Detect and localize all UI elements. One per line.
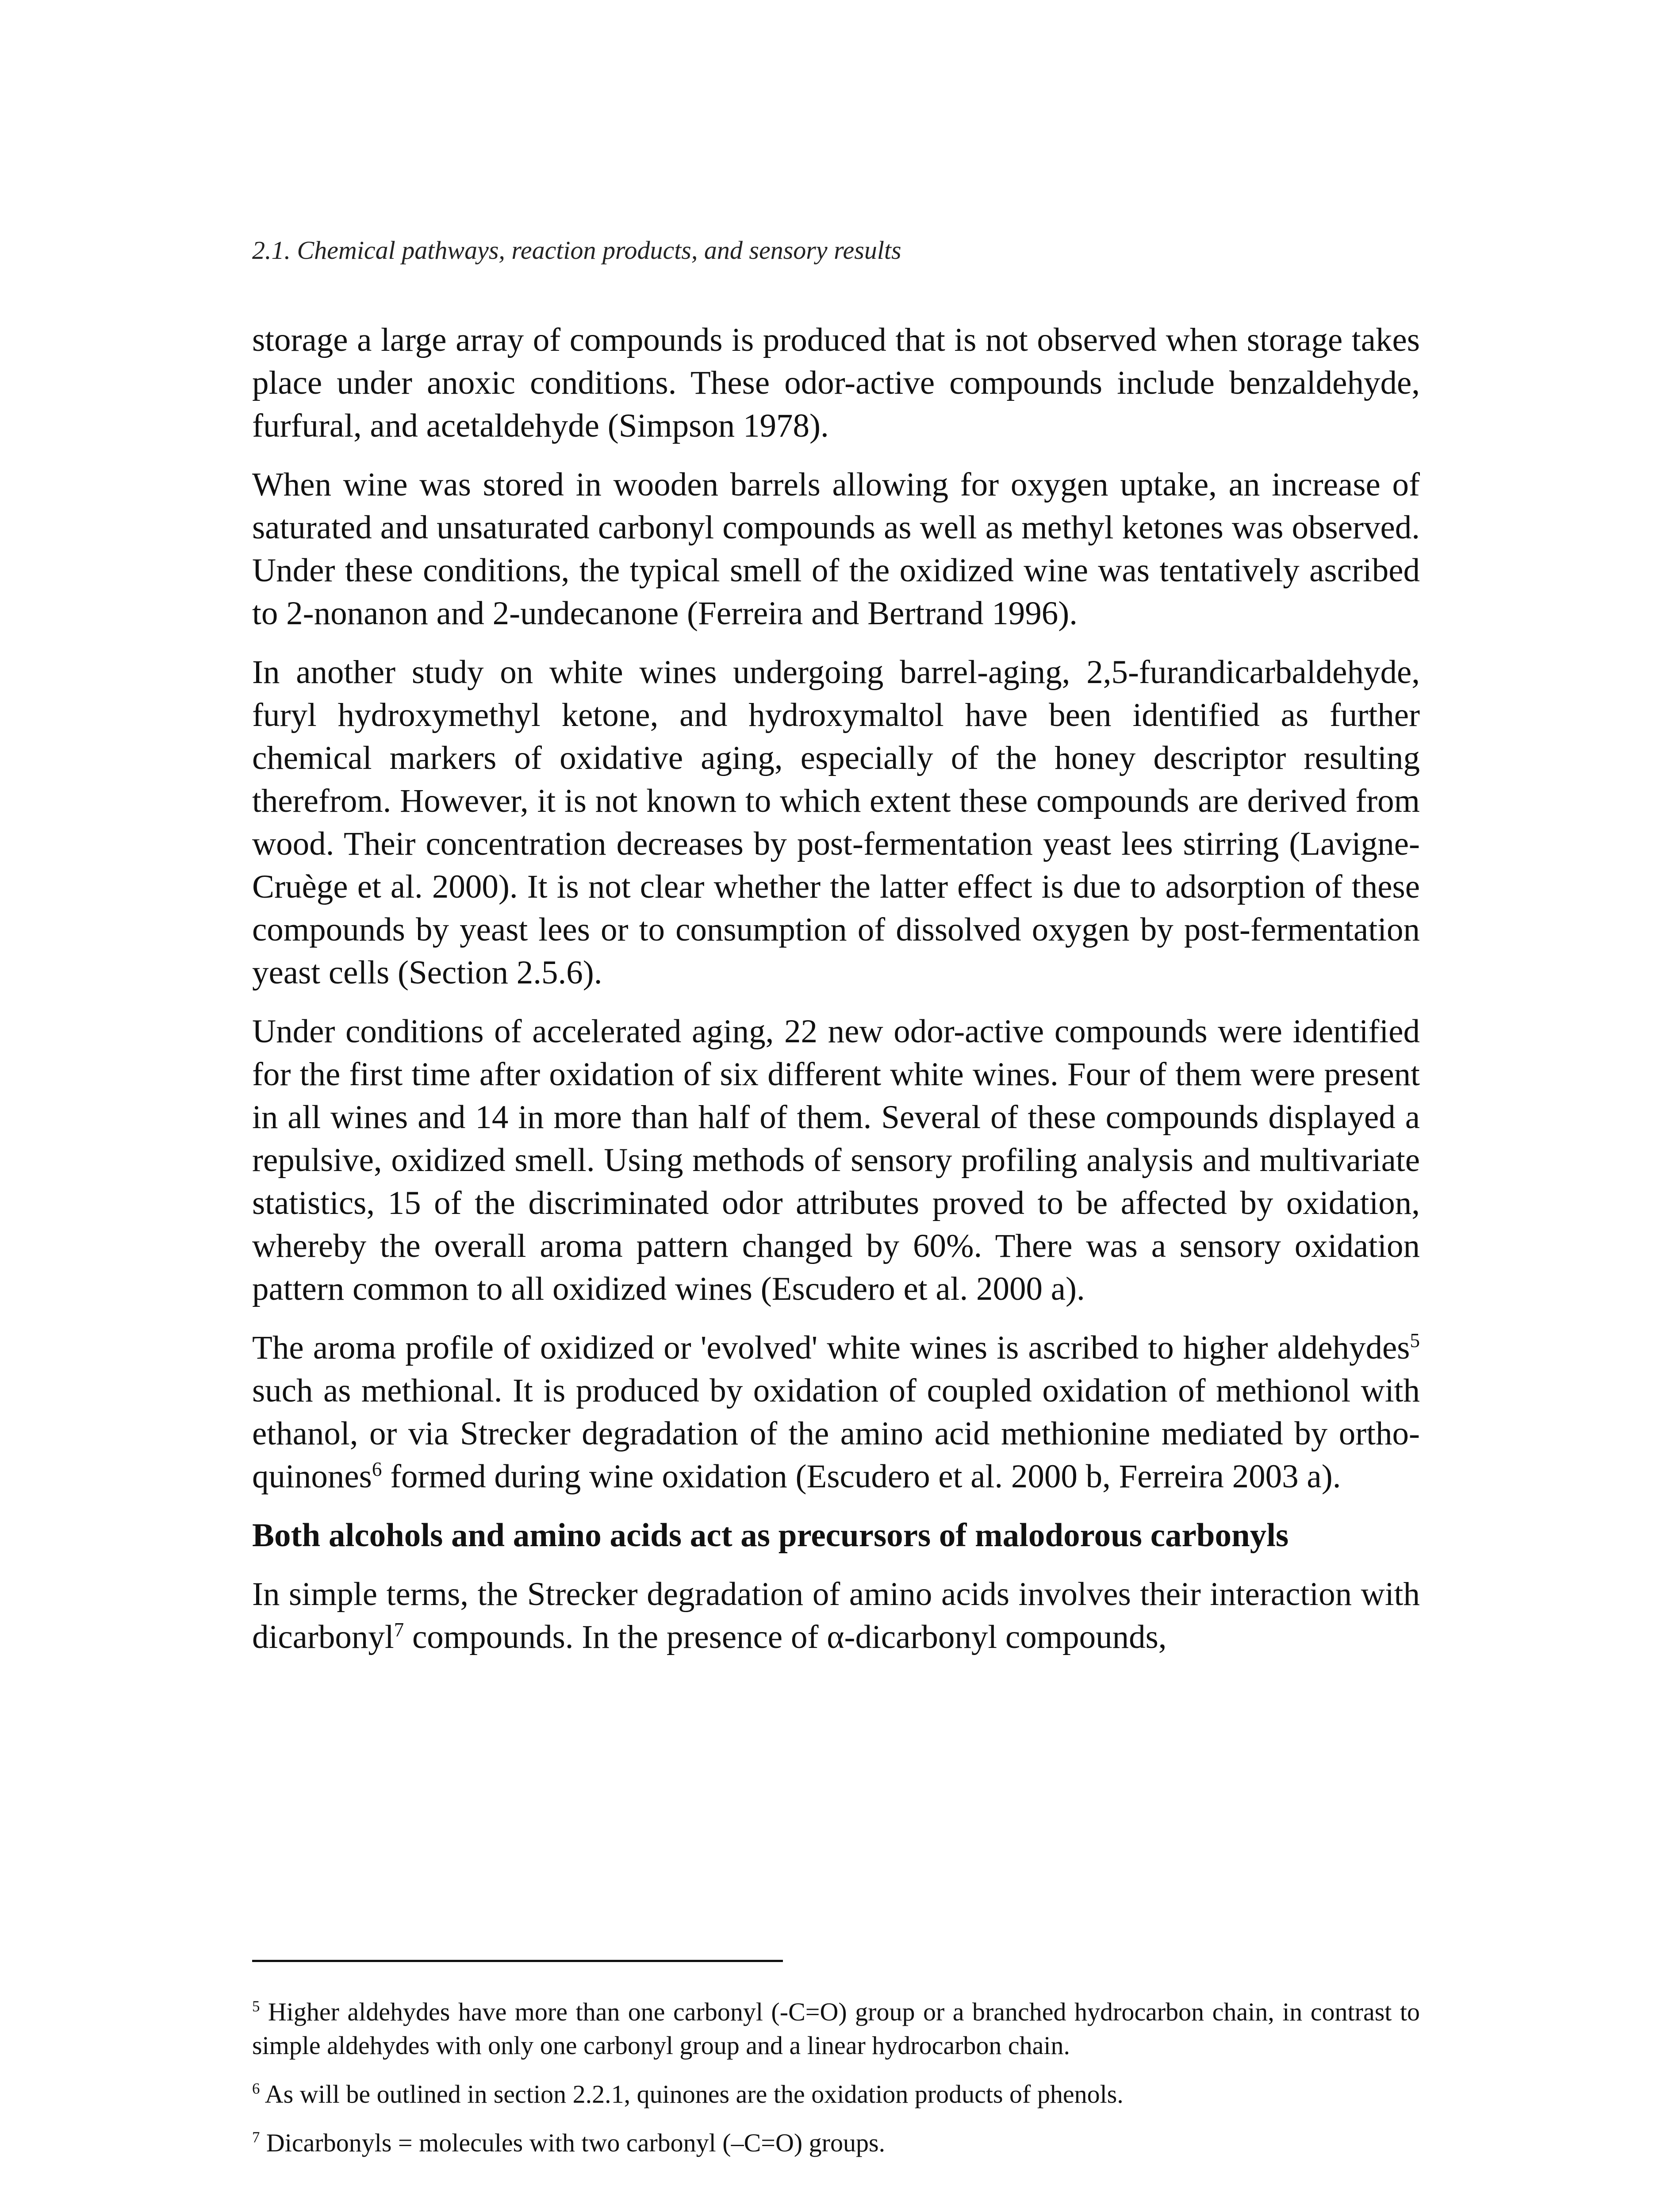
text-span: formed during wine oxidation (Escudero et al. 2000 b, Ferreira 2003 a). (382, 1458, 1341, 1495)
section-heading: Both alcohols and amino acids act as precursors of malodorous carbonyls (252, 1517, 1289, 1554)
paragraph: In another study on white wines undergoing barrel-aging, 2,5-furandicarbaldehyde, furyl hydroxymethyl ketone, and hydroxymaltol have been identified as further chemical markers of oxidative aging, especially of the honey descriptor resulting therefrom. However, it is not known to which extent these compounds are derived from wood. Their concentration decreases by post-fermentation yeast lees stirring (Lavigne-Cruège et al. 2000). It is not clear whether the latter effect is due to adsorption of these compounds by yeast lees or to consumption of dissolved oxygen by post-fermentation yeast cells (Section 2.5.6). (252, 654, 1420, 991)
paragraph: When wine was stored in wooden barrels allowing for oxygen uptake, an increase of saturated and unsaturated carbonyl compounds as well as methyl ketones was observed. Under these conditions, the typical smell of the oxidized wine was tentatively ascribed to 2-nonanon and 2-undecanone (Ferreira and Bertrand 1996). (252, 466, 1420, 632)
body-text (252, 319, 1420, 1674)
footnotes (252, 1995, 1420, 2175)
footnote (252, 2078, 1420, 2111)
paragraph: storage a large array of compounds is produced that is not observed when storage takes place under anoxic conditions. These odor-active compounds include benzaldehyde, furfural, and acetaldehyde (Simpson 1978). (252, 322, 1420, 444)
paragraph: Under conditions of accelerated aging, 22 new odor-active compounds were identified for the first time after oxidation of six different white wines. Four of them were present in all wines and 14 in more than half of them. Several of these compounds displayed a repulsive, oxidized smell. Using methods of sensory profiling analysis and multivariate statistics, 15 of the discriminated odor attributes proved to be affected by oxidation, whereby the overall aroma pattern changed by 60%. There was a sensory oxidation pattern common to all oxidized wines (Escudero et al. 2000 a). (252, 1013, 1420, 1307)
running-head: 2.1. Chemical pathways, reaction products, and sensory results (252, 236, 901, 265)
text-span: compounds. In the presence of α-dicarbonyl compounds, (404, 1619, 1167, 1655)
text-span: The aroma profile of oxidized or 'evolved' white wines is ascribed to higher aldehydes (252, 1329, 1410, 1366)
footnote-ref: 5 (1410, 1329, 1420, 1352)
footnote-ref: 6 (372, 1458, 382, 1480)
paragraph (252, 1326, 1420, 1498)
footnote-text: Dicarbonyls = molecules with two carbonyl (–C=O) groups. (260, 2128, 886, 2157)
paragraph (252, 1573, 1420, 1659)
text-span: such as methional. It is produced by oxidation of coupled oxidation of methionol with ethanol, or via Strecker degradation of the amino acid methionine mediated by ortho-quinones (252, 1372, 1420, 1495)
footnote (252, 2126, 1420, 2160)
footnote-text: As will be outlined in section 2.2.1, quinones are the oxidation products of phenols. (260, 2080, 1124, 2108)
footnote-marker: 5 (252, 1997, 260, 2015)
footnote-text: Higher aldehydes have more than one carbonyl (-C=O) group or a branched hydrocarbon chain, in contrast to simple aldehydes with only one carbonyl group and a linear hydrocarbon chain. (252, 1997, 1420, 2060)
footnote-marker: 6 (252, 2080, 260, 2097)
text-span: In simple terms, the Strecker degradation of amino acids involves their interaction with dicarbonyl (252, 1576, 1420, 1655)
footnote-marker: 7 (252, 2128, 260, 2146)
footnote-ref: 7 (394, 1619, 404, 1641)
footnote (252, 1995, 1420, 2062)
footnote-divider (252, 1960, 783, 1962)
